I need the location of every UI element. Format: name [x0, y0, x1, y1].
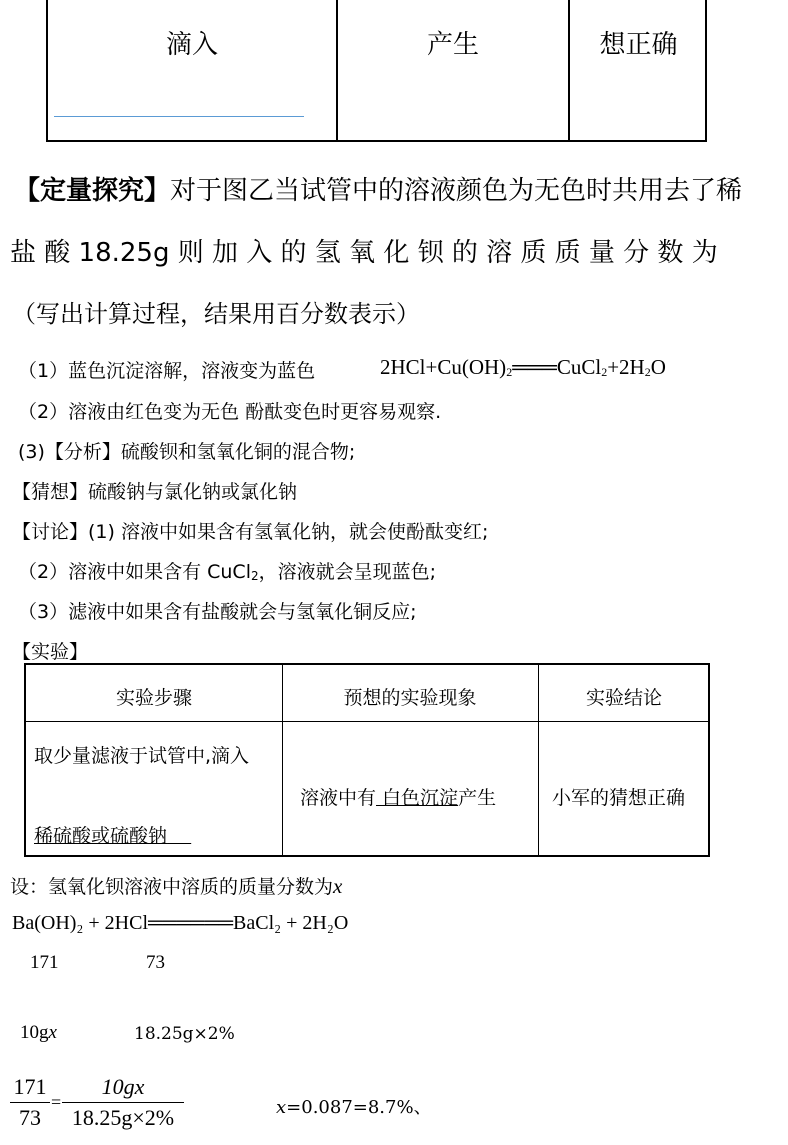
- answer-3: (3)【分析】硫酸钡和氢氧化铜的混合物;: [18, 441, 356, 463]
- calc-result: [276, 1093, 432, 1119]
- discuss-1: 【讨论】(1) 溶液中如果含有氢氧化钠，就会使酚酞变红;: [12, 521, 489, 543]
- exp-header-phenomenon: 预想的实验现象: [343, 687, 477, 709]
- fraction-1-bar: [10, 1102, 50, 1103]
- calc-given-2: 18.25g×2%: [134, 1024, 235, 1044]
- quant-tag: 【定量探究】: [14, 176, 171, 206]
- quant-line-3: （写出计算过程，结果用百分数表示）: [12, 300, 420, 328]
- quant-line-1-text: 对于图乙当试管中的溶液颜色为无色时共用去了稀: [170, 176, 743, 206]
- eq-right2: +2H: [607, 355, 645, 379]
- fraction-1-den: 73: [19, 1105, 41, 1130]
- calc-equation: Ba(OH)₂ + 2HCl══════BaCl₂ + 2H₂O: [12, 912, 349, 934]
- exp-header-step: 实验步骤: [115, 687, 192, 709]
- calc-given-1-var: x: [48, 1022, 57, 1043]
- calc-given-1-text: 10g: [20, 1022, 49, 1043]
- fraction-2: [62, 1074, 184, 1131]
- eq-right-sub: 2: [601, 365, 608, 379]
- fraction-eq-sign: =: [51, 1092, 62, 1112]
- eq-left: 2HCl+Cu(OH): [380, 355, 507, 379]
- answer-1: [18, 356, 315, 383]
- calc-result-var: x: [276, 1097, 287, 1118]
- top-cell-2: 产生: [426, 30, 479, 60]
- exp-phenomenon: [300, 783, 496, 810]
- eq-right2-sub: 2: [644, 365, 651, 379]
- top-table: [46, 0, 707, 142]
- guess-line: 【猜想】硫酸钠与氯化钠或氯化钠: [12, 481, 298, 503]
- exp-step-answer: 稀硫酸或硫酸钠: [34, 825, 168, 847]
- top-cell-1: 滴入: [165, 30, 218, 60]
- calc-let-text: 设：氢氧化钡溶液中溶质的质量分数为: [10, 876, 334, 898]
- discuss-2-rest: ，溶液就会呈现蓝色;: [258, 561, 437, 583]
- calc-let: [10, 872, 342, 899]
- top-table-col-1: [48, 0, 338, 140]
- answer-1-equation: [380, 355, 666, 380]
- calc-molar-2: 73: [146, 952, 165, 973]
- exp-step-line-2: [34, 821, 191, 848]
- discuss-2-text: （2）溶液中如果含有 CuCl: [18, 561, 251, 583]
- exp-phenom-answer: 白色沉淀: [376, 787, 459, 809]
- exp-phenom-pre: 溶液中有: [300, 787, 377, 809]
- exp-header-conclusion: 实验结论: [585, 687, 662, 709]
- discuss-2-sub: 2: [250, 569, 259, 583]
- fraction-1: [10, 1074, 50, 1131]
- top-table-col-3: [570, 0, 707, 140]
- exp-phenom-post: 产生: [458, 787, 497, 809]
- fraction-2-bar: [62, 1102, 184, 1103]
- eq-right: CuCl: [556, 355, 602, 379]
- experiment-table: [24, 663, 710, 857]
- top-table-col-2: [338, 0, 570, 140]
- fraction-1-num: 171: [13, 1074, 47, 1099]
- quant-line-1: [14, 170, 742, 207]
- top-cell-3: 想正确: [599, 30, 678, 60]
- exp-step-line-1: 取少量滤液于试管中,滴入: [34, 745, 250, 767]
- answer-blank-line: [54, 116, 304, 117]
- calc-result-text: =0.087=8.7%、: [286, 1097, 432, 1118]
- calc-molar-1: 171: [30, 952, 59, 973]
- fraction-2-num: 10gx: [101, 1074, 145, 1099]
- exp-header-divider: [26, 721, 708, 722]
- discuss-2: [18, 557, 436, 584]
- eq-right3: O: [650, 355, 666, 379]
- discuss-3: （3）滤液中如果含有盐酸就会与氢氧化铜反应;: [18, 601, 417, 623]
- exp-conclusion: 小军的猜想正确: [552, 787, 686, 809]
- fraction-2-den: 18.25g×2%: [71, 1105, 175, 1130]
- experiment-tag: 【实验】: [12, 641, 89, 663]
- answer-2: （2）溶液由红色变为无色 酚酞变色时更容易观察.: [18, 401, 442, 423]
- calc-given-1: [20, 1022, 57, 1044]
- quant-line-2: 盐 酸 18.25g 则 加 入 的 氢 氧 化 钡 的 溶 质 质 量 分 数 为: [10, 238, 718, 268]
- calc-let-var: x: [333, 874, 343, 898]
- eq-sub: 2: [506, 365, 513, 379]
- answer-1-text: （1）蓝色沉淀溶解，溶液变为蓝色: [18, 360, 316, 382]
- eq-arrow: ═══: [512, 355, 557, 379]
